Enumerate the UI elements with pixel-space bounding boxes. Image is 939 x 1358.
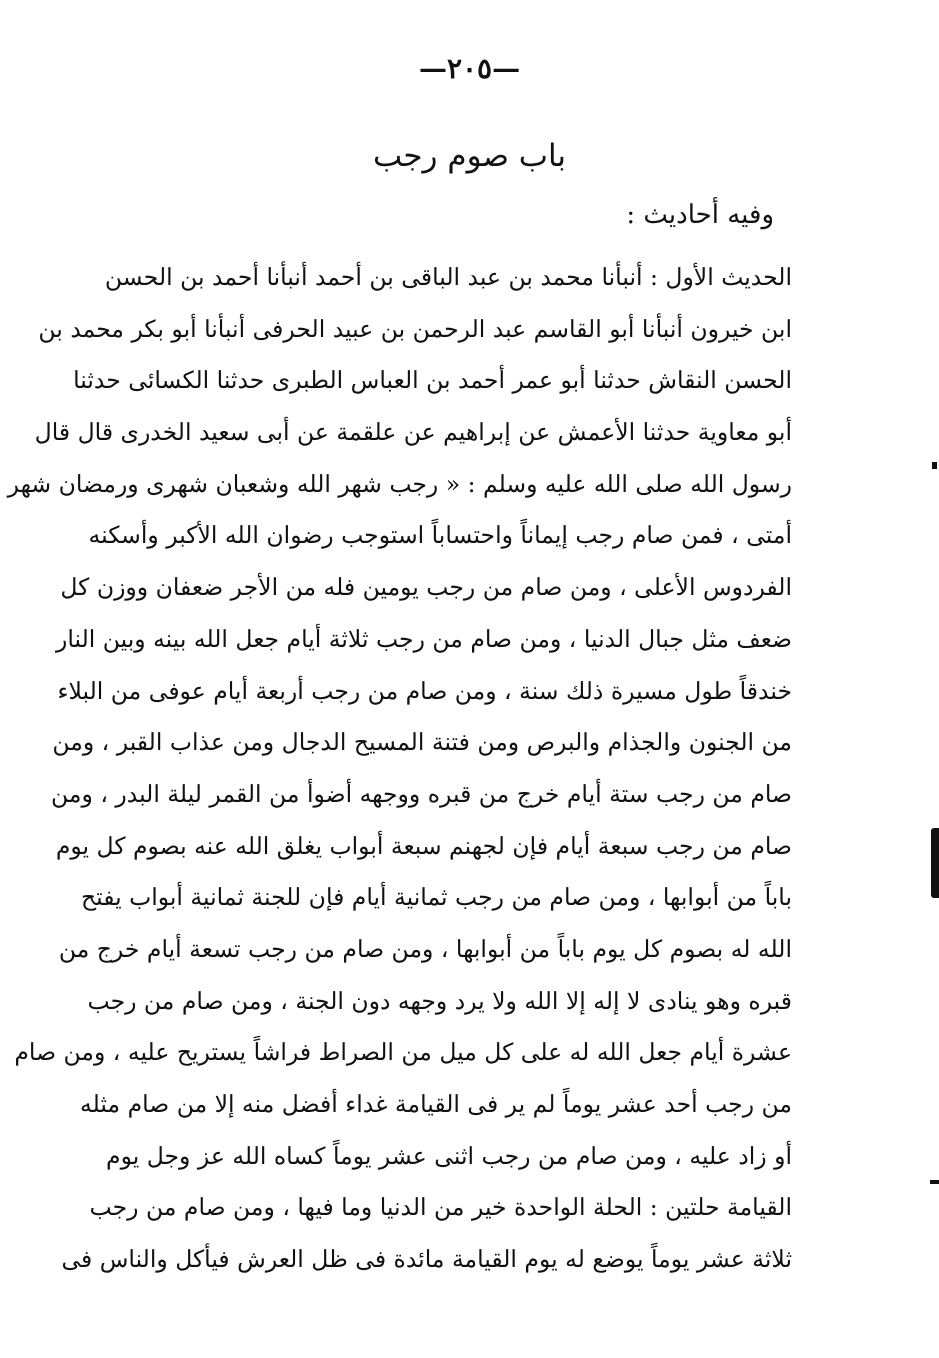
text-line: ثلاثة عشر يوماً يوضع له يوم القيامة مائدة فى ظل العرش فيأكل والناس فى bbox=[61, 1245, 792, 1274]
intro-line: وفيه أحاديث : bbox=[626, 200, 774, 230]
text-line: صام من رجب ستة أيام خرج من قبره ووجهه أضوأ من القمر ليلة البدر ، ومن bbox=[51, 779, 792, 808]
text-line: ضعف مثل جبال الدنيا ، ومن صام من رجب ثلاثة أيام جعل الله بينه وبين النار bbox=[55, 624, 792, 653]
text-line: أمتى ، فمن صام رجب إيماناً واحتساباً استوجب رضوان الله الأكبر وأسكنه bbox=[88, 521, 792, 550]
text-line: قبره وهو ينادى لا إله إلا الله ولا يرد وجهه دون الجنة ، ومن صام من رجب bbox=[87, 986, 792, 1015]
text-line: من رجب أحد عشر يوماً لم ير فى القيامة غداء أفضل منه إلا من صام مثله bbox=[80, 1090, 792, 1118]
scan-edge-mark bbox=[932, 462, 937, 469]
text-line: أبو معاوية حدثنا الأعمش عن إبراهيم عن علقمة عن أبى سعيد الخدرى قال قال bbox=[34, 418, 792, 447]
chapter-title: باب صوم رجب bbox=[372, 138, 567, 174]
text-line: القيامة حلتين : الحلة الواحدة خير من الدنيا وما فيها ، ومن صام من رجب bbox=[89, 1193, 792, 1222]
text-line: صام من رجب سبعة أيام فإن لجهنم سبعة أبواب يغلق الله عنه بصوم كل يوم bbox=[55, 831, 792, 860]
text-line: الفردوس الأعلى ، ومن صام من رجب يومين فله من الأجر ضعفان ووزن كل bbox=[60, 573, 792, 602]
text-line: عشرة أيام جعل الله له على كل ميل من الصراط فراشاً يستريح عليه ، ومن صام bbox=[14, 1038, 792, 1067]
scan-edge-mark bbox=[930, 1180, 939, 1184]
text-line: أو زاد عليه ، ومن صام من رجب اثنى عشر يوماً كساه الله عز وجل يوم bbox=[106, 1141, 792, 1170]
text-line: خندقاً طول مسيرة ذلك سنة ، ومن صام من رجب أربعة أيام عوفى من البلاء bbox=[57, 676, 792, 705]
text-line: ابن خيرون أنبأنا أبو القاسم عبد الرحمن بن عبيد الحرفى أنبأنا أبو بكر محمد بن bbox=[38, 314, 792, 343]
body-text bbox=[7, 252, 792, 1286]
text-line: الحسن النقاش حدثنا أبو عمر أحمد بن العباس الطبرى حدثنا الكسائى حدثنا bbox=[73, 366, 792, 395]
text-line: من الجنون والجذام والبرص ومن فتنة المسيح الدجال ومن عذاب القبر ، ومن bbox=[52, 728, 792, 757]
text-line: الحديث الأول : أنبأنا محمد بن عبد الباقى بن أحمد أنبأنا أحمد بن الحسن bbox=[104, 263, 792, 291]
text-line: باباً من أبوابها ، ومن صام من رجب ثمانية أيام فإن للجنة ثمانية أبواب يفتح bbox=[80, 883, 792, 912]
scan-edge-mark bbox=[931, 828, 939, 898]
page-number: —٢٠٥— bbox=[418, 52, 521, 85]
text-line: الله له بصوم كل يوم باباً من أبوابها ، ومن صام من رجب تسعة أيام خرج من bbox=[58, 934, 792, 963]
text-line: رسول الله صلى الله عليه وسلم : « رجب شهر الله وشعبان شهرى ورمضان شهر bbox=[7, 469, 792, 498]
